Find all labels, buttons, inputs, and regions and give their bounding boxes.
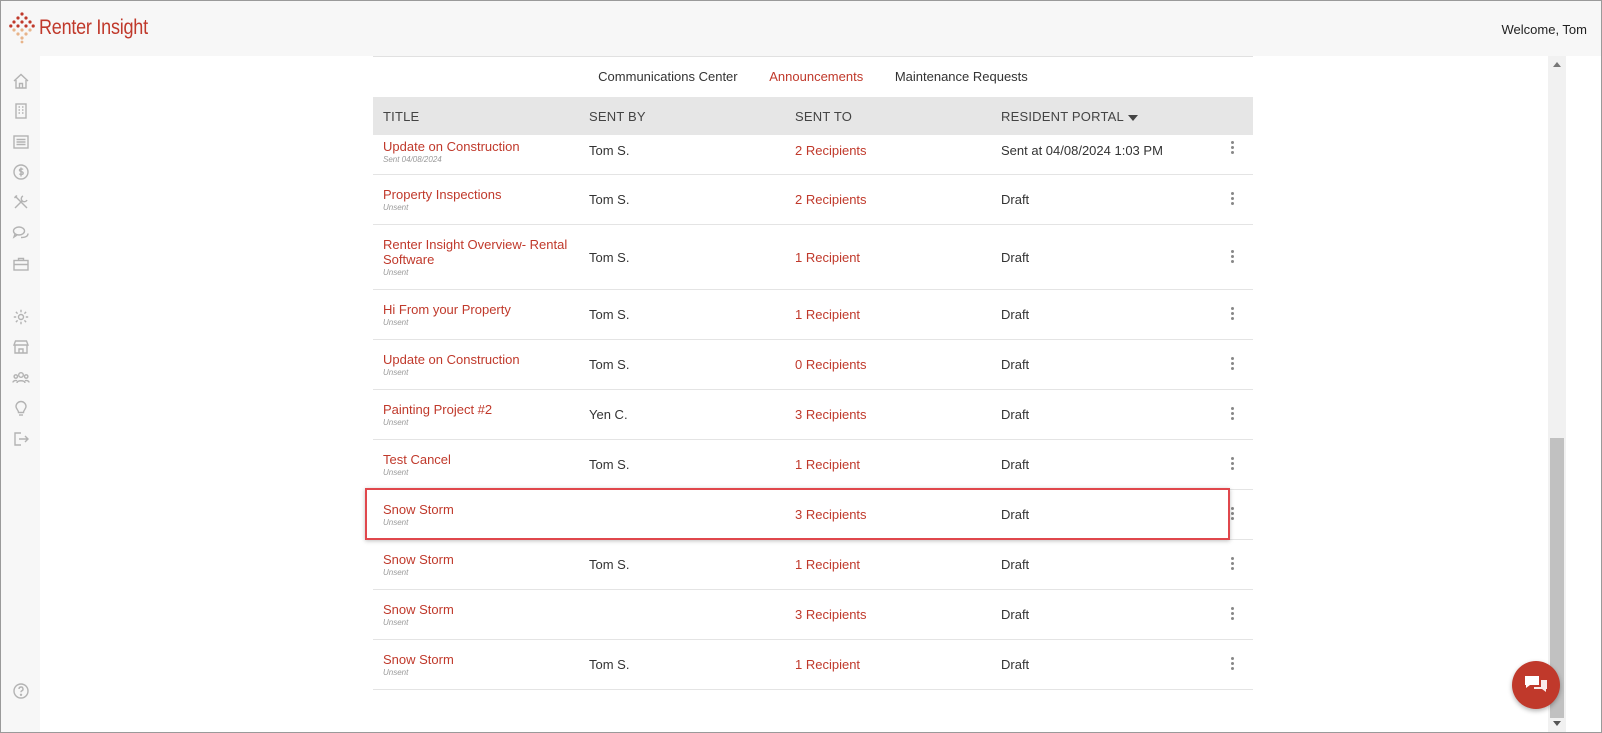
recipients-link[interactable]: 3 Recipients — [795, 407, 867, 422]
row-actions-kebab-icon[interactable] — [1229, 457, 1235, 470]
resident-portal-status: Draft — [1001, 357, 1030, 372]
row-actions-kebab-icon[interactable] — [1229, 141, 1235, 154]
announcement-status: Unsent — [383, 318, 409, 327]
row-actions-kebab-icon[interactable] — [1229, 307, 1235, 320]
table-header — [373, 97, 1253, 135]
scrollbar[interactable] — [1548, 56, 1566, 732]
column-header-sent-to[interactable]: SENT TO — [795, 109, 853, 124]
title-cell — [383, 502, 573, 527]
table-row[interactable] — [373, 390, 1253, 440]
title-cell — [383, 602, 573, 627]
column-header-title[interactable]: TITLE — [383, 109, 420, 124]
announcement-title-link[interactable]: Update on Construction — [383, 352, 520, 367]
tools-icon[interactable] — [11, 192, 31, 212]
brand-name: Renter Insight — [39, 16, 148, 39]
sent-by-cell: Tom S. — [589, 192, 630, 207]
divider — [373, 56, 1253, 57]
dollar-icon[interactable] — [11, 162, 31, 182]
announcement-title-link[interactable]: Snow Storm — [383, 602, 454, 617]
home-icon[interactable] — [11, 71, 31, 91]
table-row[interactable] — [373, 225, 1253, 290]
table-row[interactable] — [373, 175, 1253, 225]
table-row[interactable] — [373, 290, 1253, 340]
announcement-title-link[interactable]: Hi From your Property — [383, 302, 511, 317]
sent-by-cell: Tom S. — [589, 250, 630, 265]
resident-portal-status: Draft — [1001, 607, 1030, 622]
announcement-title-link[interactable]: Update on Construction — [383, 139, 520, 154]
announcement-status: Unsent — [383, 268, 409, 277]
table-row[interactable] — [373, 590, 1253, 640]
announcement-status: Unsent — [383, 468, 409, 477]
recipients-link[interactable]: 3 Recipients — [795, 507, 867, 522]
resident-portal-status: Draft — [1001, 192, 1030, 207]
recipients-link[interactable]: 1 Recipient — [795, 307, 861, 322]
announcement-title-link[interactable]: Snow Storm — [383, 652, 454, 667]
announcement-status: Unsent — [383, 518, 409, 527]
top-header — [1, 1, 1601, 56]
announcement-status: Unsent — [383, 668, 409, 677]
sent-by-cell: Tom S. — [589, 307, 630, 322]
title-cell — [383, 402, 573, 427]
scroll-up-arrow-icon[interactable] — [1553, 62, 1561, 67]
help-icon[interactable] — [11, 681, 31, 701]
table-row[interactable] — [373, 540, 1253, 590]
announcement-status: Unsent — [383, 618, 409, 627]
sent-by-cell: Tom S. — [589, 657, 630, 672]
row-actions-kebab-icon[interactable] — [1229, 192, 1235, 205]
tab-communications-center[interactable]: Communications Center — [598, 69, 738, 84]
scroll-down-arrow-icon[interactable] — [1553, 721, 1561, 726]
title-cell — [383, 352, 573, 377]
resident-portal-status: Draft — [1001, 657, 1030, 672]
row-actions-kebab-icon[interactable] — [1229, 657, 1235, 670]
sort-caret-down-icon — [1128, 115, 1138, 121]
announcement-title-link[interactable]: Renter Insight Overview- Rental Software — [383, 237, 568, 267]
building-icon[interactable] — [11, 101, 31, 121]
announcement-title-link[interactable]: Snow Storm — [383, 502, 454, 517]
column-header-resident-portal-label: RESIDENT PORTAL — [1001, 109, 1124, 124]
recipients-link[interactable]: 1 Recipient — [795, 657, 861, 672]
store-icon[interactable] — [11, 337, 31, 357]
resident-portal-status: Draft — [1001, 250, 1030, 265]
announcements-table — [373, 97, 1253, 690]
chat-icon[interactable] — [11, 223, 31, 243]
recipients-link[interactable]: 2 Recipients — [795, 143, 867, 158]
resident-portal-status: Draft — [1001, 407, 1030, 422]
table-row[interactable] — [373, 135, 1253, 175]
row-actions-kebab-icon[interactable] — [1229, 357, 1235, 370]
column-header-resident-portal[interactable] — [1001, 109, 1138, 124]
title-cell — [383, 302, 573, 327]
tab-maintenance-requests[interactable]: Maintenance Requests — [894, 69, 1028, 84]
logo-diamond-icon — [9, 11, 35, 45]
title-cell — [383, 237, 573, 277]
recipients-link[interactable]: 1 Recipient — [795, 457, 861, 472]
title-cell — [383, 139, 573, 164]
table-body — [373, 135, 1253, 690]
resident-portal-status: Draft — [1001, 507, 1030, 522]
announcement-status: Unsent — [383, 568, 409, 577]
resident-portal-status: Sent at 04/08/2024 1:03 PM — [1001, 143, 1163, 158]
table-row[interactable] — [373, 490, 1253, 540]
row-actions-kebab-icon[interactable] — [1229, 250, 1235, 263]
sent-by-cell: Yen C. — [589, 407, 628, 422]
announcement-title-link[interactable]: Snow Storm — [383, 552, 454, 567]
resident-portal-status: Draft — [1001, 307, 1030, 322]
table-row[interactable] — [373, 440, 1253, 490]
tab-announcements[interactable]: Announcements — [769, 69, 864, 84]
lightbulb-icon[interactable] — [11, 399, 31, 419]
title-cell — [383, 452, 573, 477]
announcement-title-link[interactable]: Test Cancel — [383, 452, 451, 467]
list-icon[interactable] — [11, 132, 31, 152]
briefcase-icon[interactable] — [11, 254, 31, 274]
announcement-status: Unsent — [383, 418, 409, 427]
recipients-link[interactable]: 2 Recipients — [795, 192, 867, 207]
recipients-link[interactable]: 0 Recipients — [795, 357, 867, 372]
resident-portal-status: Draft — [1001, 557, 1030, 572]
sent-by-cell: Tom S. — [589, 457, 630, 472]
chat-bubbles-icon — [1523, 674, 1549, 696]
logout-icon[interactable] — [11, 429, 31, 449]
sent-by-cell: Tom S. — [589, 357, 630, 372]
announcement-title-link[interactable]: Property Inspections — [383, 187, 502, 202]
title-cell — [383, 187, 573, 212]
table-row[interactable] — [373, 340, 1253, 390]
communications-tabs — [373, 69, 1253, 84]
recipients-link[interactable]: 3 Recipients — [795, 607, 867, 622]
recipients-link[interactable]: 1 Recipient — [795, 557, 861, 572]
recipients-link[interactable]: 1 Recipient — [795, 250, 861, 265]
row-actions-kebab-icon[interactable] — [1229, 407, 1235, 420]
gear-icon[interactable] — [11, 307, 31, 327]
announcement-title-link[interactable]: Painting Project #2 — [383, 402, 493, 417]
resident-portal-status: Draft — [1001, 457, 1030, 472]
column-header-sent-by[interactable]: SENT BY — [589, 109, 646, 124]
sent-by-cell: Tom S. — [589, 557, 630, 572]
announcement-status: Unsent — [383, 203, 409, 212]
row-actions-kebab-icon[interactable] — [1229, 607, 1235, 620]
announcement-status: Unsent — [383, 368, 409, 377]
title-cell — [383, 552, 573, 577]
sent-by-cell: Tom S. — [589, 143, 630, 158]
row-actions-kebab-icon[interactable] — [1229, 507, 1235, 520]
sidebar — [1, 56, 40, 732]
title-cell — [383, 652, 573, 677]
table-row[interactable] — [373, 640, 1253, 690]
announcement-status: Sent 04/08/2024 — [383, 155, 442, 164]
users-icon[interactable] — [11, 368, 31, 388]
chat-widget-button[interactable] — [1512, 661, 1560, 709]
row-actions-kebab-icon[interactable] — [1229, 557, 1235, 570]
brand-logo[interactable] — [9, 11, 166, 45]
welcome-message: Welcome, Tom — [1501, 22, 1587, 37]
